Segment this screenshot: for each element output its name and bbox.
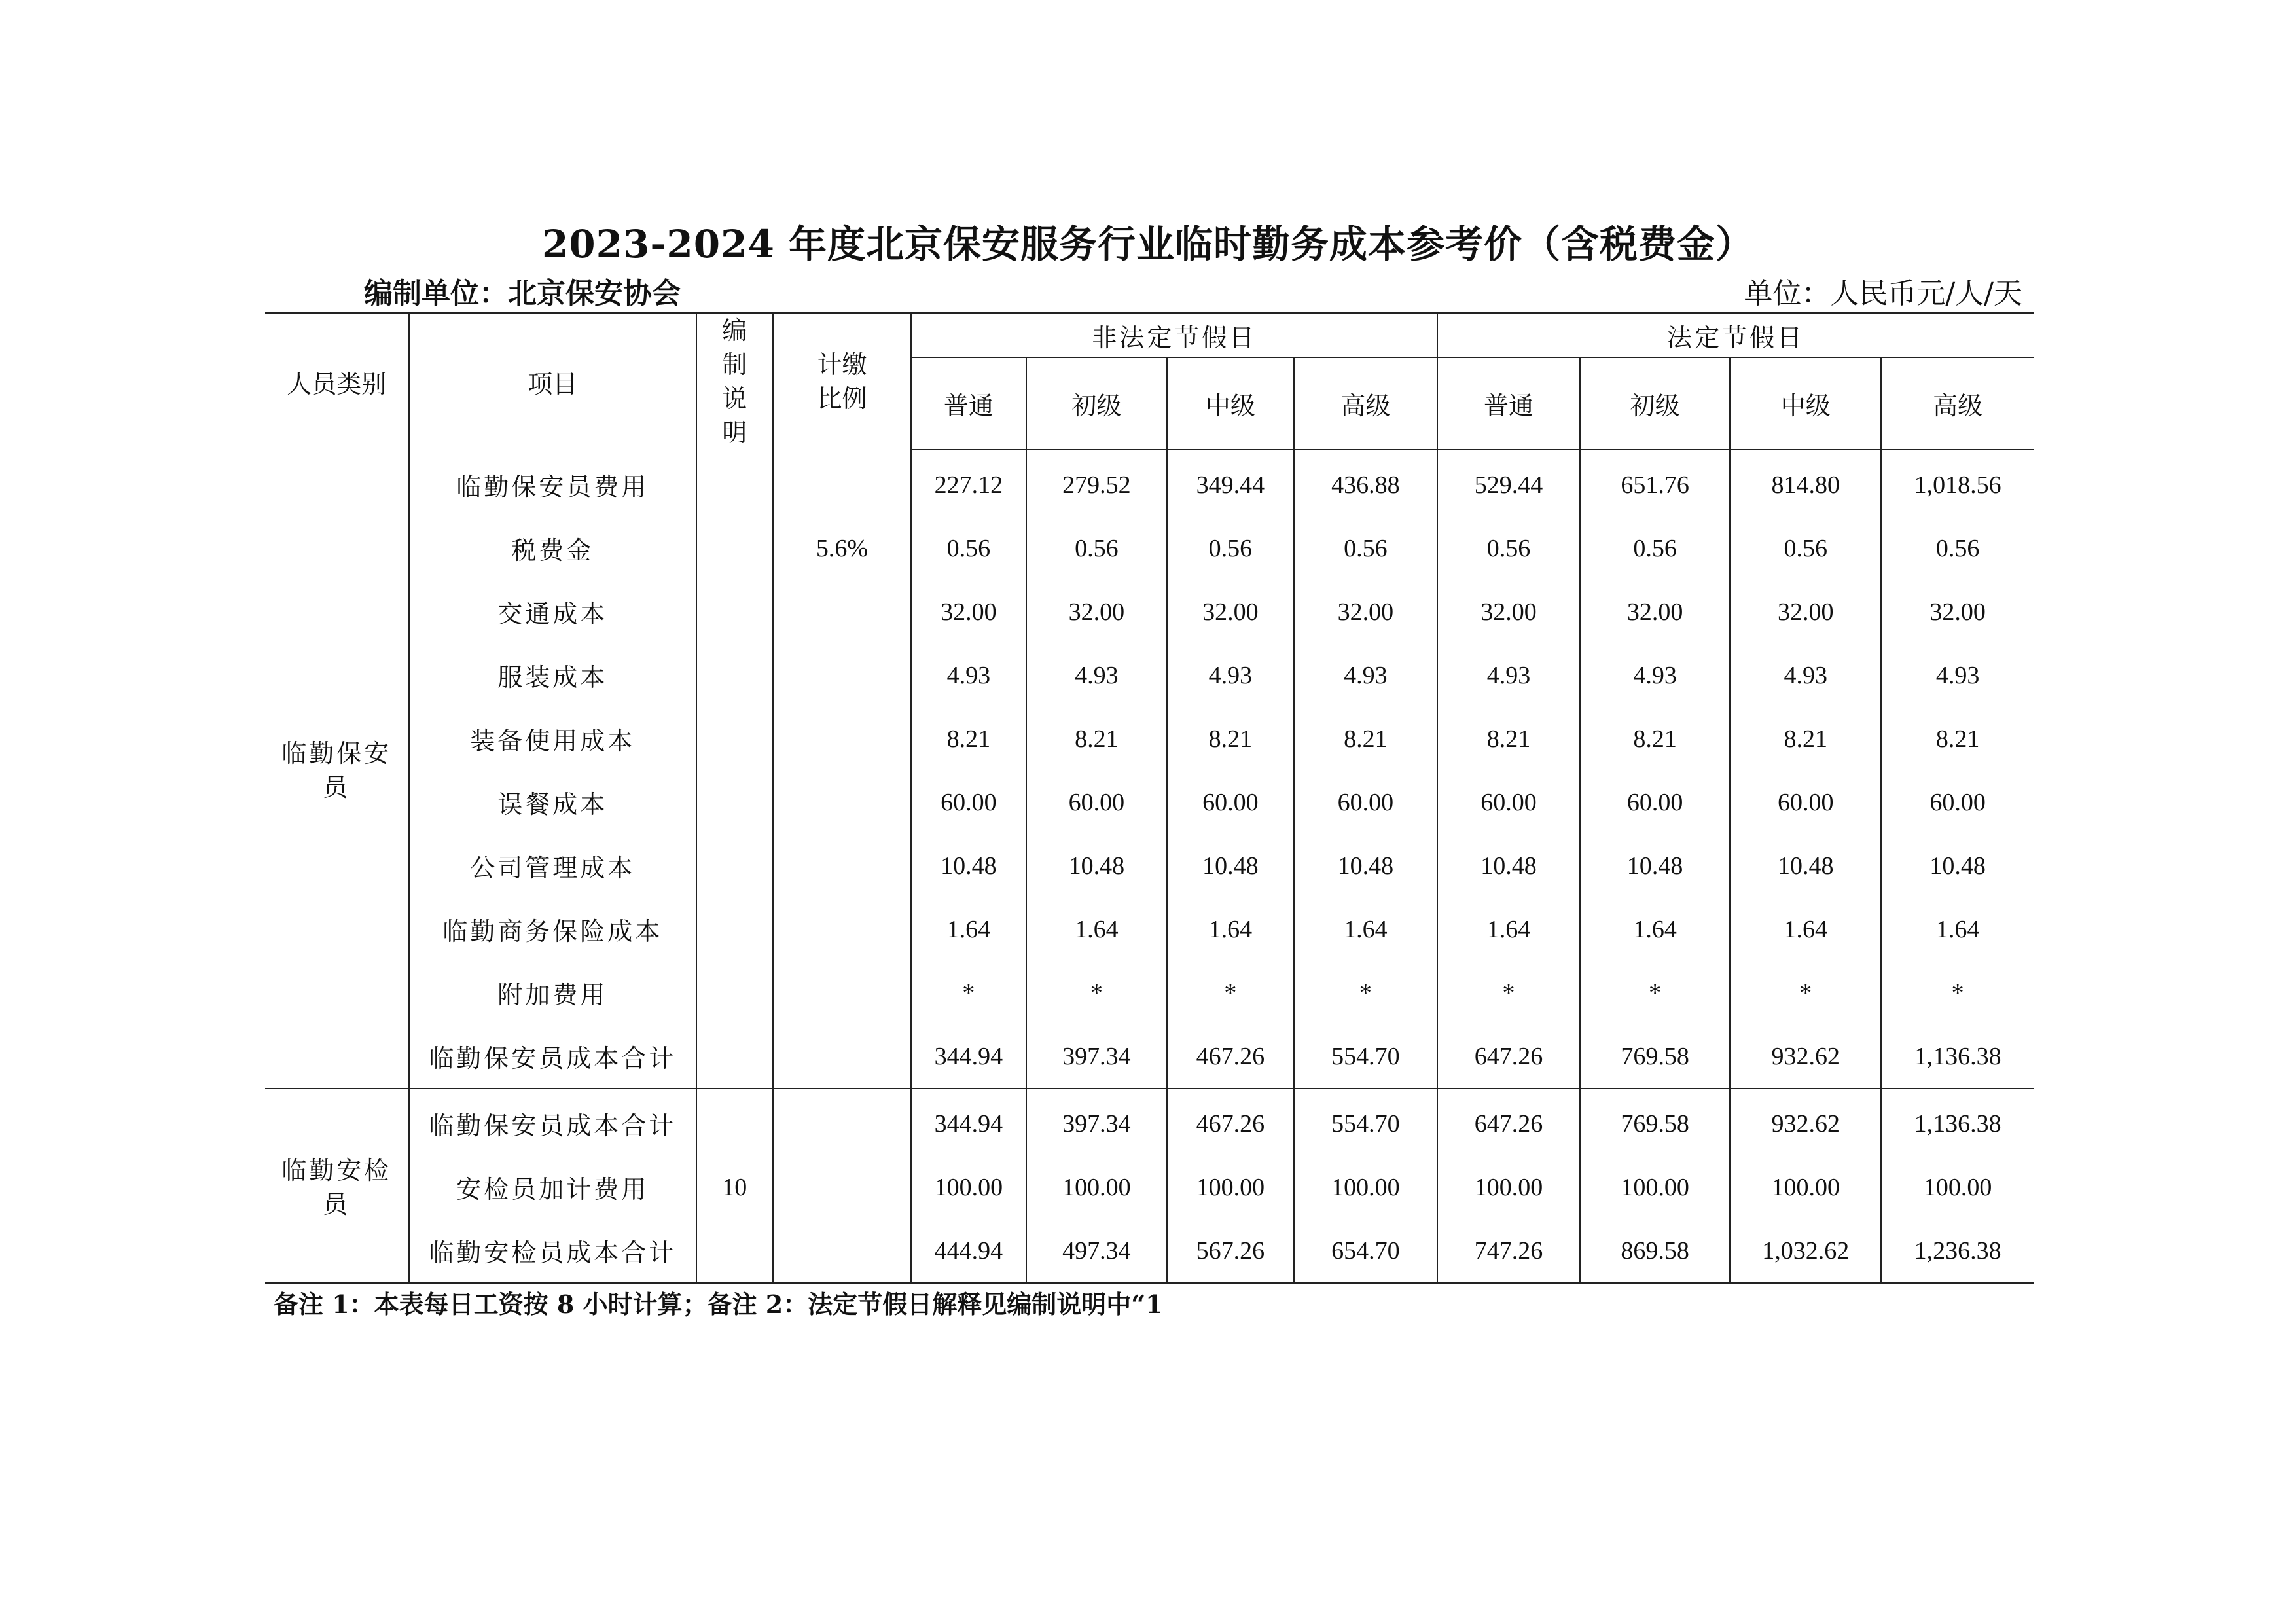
- value-cell: 32.00: [1881, 580, 2034, 643]
- value-cell: 8.21: [1026, 707, 1168, 770]
- item-cell: 附加费用: [409, 961, 696, 1024]
- ratio-cell: [773, 707, 912, 770]
- value-cell: 1,032.62: [1730, 1219, 1881, 1283]
- value-cell: 60.00: [1881, 770, 2034, 834]
- note-cell: [696, 770, 773, 834]
- value-cell: 100.00: [1730, 1155, 1881, 1219]
- value-cell: 0.56: [1294, 516, 1438, 580]
- table-row: [265, 1024, 2034, 1089]
- value-cell: 100.00: [1026, 1155, 1168, 1219]
- value-cell: *: [1881, 961, 2034, 1024]
- value-cell: 349.44: [1167, 450, 1293, 516]
- table-row: [265, 770, 2034, 834]
- ratio-cell: [773, 834, 912, 897]
- value-cell: 769.58: [1580, 1024, 1731, 1089]
- table-row: [265, 580, 2034, 643]
- value-cell: 8.21: [1294, 707, 1438, 770]
- table-row: [265, 1155, 2034, 1219]
- value-cell: 397.34: [1026, 1089, 1168, 1155]
- value-cell: 60.00: [1580, 770, 1731, 834]
- table-row: [265, 897, 2034, 961]
- ratio-cell: [773, 1155, 912, 1219]
- item-cell: 临勤保安员成本合计: [409, 1024, 696, 1089]
- value-cell: 10.48: [911, 834, 1026, 897]
- footnote: 备注 1：本表每日工资按 8 小时计算；备注 2：法定节假日解释见编制说明中“1: [274, 1290, 1163, 1319]
- note-cell: [696, 580, 773, 643]
- value-cell: 344.94: [911, 1024, 1026, 1089]
- value-cell: 8.21: [1580, 707, 1731, 770]
- value-cell: 4.93: [1881, 643, 2034, 707]
- value-cell: 529.44: [1437, 450, 1580, 516]
- value-cell: 60.00: [1437, 770, 1580, 834]
- note-cell: [696, 516, 773, 580]
- value-cell: 651.76: [1580, 450, 1731, 516]
- value-cell: 747.26: [1437, 1219, 1580, 1283]
- value-cell: 8.21: [911, 707, 1026, 770]
- value-cell: 60.00: [1730, 770, 1881, 834]
- value-cell: 1,018.56: [1881, 450, 2034, 516]
- value-cell: 1,136.38: [1881, 1089, 2034, 1155]
- value-cell: 32.00: [1437, 580, 1580, 643]
- value-cell: 467.26: [1167, 1024, 1293, 1089]
- value-cell: 344.94: [911, 1089, 1026, 1155]
- value-cell: 100.00: [1580, 1155, 1731, 1219]
- value-cell: 60.00: [911, 770, 1026, 834]
- value-cell: 8.21: [1167, 707, 1293, 770]
- note-cell: [696, 1089, 773, 1155]
- value-cell: 4.93: [1026, 643, 1168, 707]
- value-cell: 8.21: [1730, 707, 1881, 770]
- value-cell: 1.64: [1730, 897, 1881, 961]
- header-level: 中级: [1730, 357, 1881, 450]
- note-cell: [696, 961, 773, 1024]
- value-cell: 0.56: [1580, 516, 1731, 580]
- item-cell: 公司管理成本: [409, 834, 696, 897]
- note-cell: [696, 707, 773, 770]
- value-cell: 932.62: [1730, 1089, 1881, 1155]
- ratio-cell: [773, 897, 912, 961]
- ratio-cell: [773, 1219, 912, 1283]
- value-cell: 554.70: [1294, 1024, 1438, 1089]
- value-cell: 10.48: [1881, 834, 2034, 897]
- ratio-cell: [773, 770, 912, 834]
- item-cell: 装备使用成本: [409, 707, 696, 770]
- value-cell: 467.26: [1167, 1089, 1293, 1155]
- value-cell: 32.00: [1580, 580, 1731, 643]
- header-level: 初级: [1580, 357, 1731, 450]
- value-cell: 769.58: [1580, 1089, 1731, 1155]
- value-cell: 10.48: [1294, 834, 1438, 897]
- value-cell: 32.00: [1026, 580, 1168, 643]
- header-level: 初级: [1026, 357, 1168, 450]
- category-cell: 临勤安检员: [265, 1089, 409, 1283]
- value-cell: 1.64: [1294, 897, 1438, 961]
- header-ratio: 计缴比例: [773, 313, 912, 450]
- value-cell: 4.93: [1580, 643, 1731, 707]
- header-note: 编制说明: [696, 313, 773, 450]
- value-cell: 8.21: [1881, 707, 2034, 770]
- value-cell: 100.00: [911, 1155, 1026, 1219]
- value-cell: 654.70: [1294, 1219, 1438, 1283]
- value-cell: 32.00: [911, 580, 1026, 643]
- value-cell: 814.80: [1730, 450, 1881, 516]
- value-cell: 932.62: [1730, 1024, 1881, 1089]
- value-cell: 647.26: [1437, 1024, 1580, 1089]
- value-cell: 32.00: [1294, 580, 1438, 643]
- cost-table: [265, 312, 2034, 1284]
- value-cell: 1.64: [1437, 897, 1580, 961]
- value-cell: 1.64: [1881, 897, 2034, 961]
- item-cell: 服装成本: [409, 643, 696, 707]
- value-cell: 60.00: [1026, 770, 1168, 834]
- value-cell: 4.93: [1294, 643, 1438, 707]
- value-cell: 10.48: [1437, 834, 1580, 897]
- note-cell: [696, 1024, 773, 1089]
- value-cell: 10.48: [1580, 834, 1731, 897]
- value-cell: 4.93: [1730, 643, 1881, 707]
- table-header: [265, 313, 2034, 450]
- value-cell: 100.00: [1437, 1155, 1580, 1219]
- value-cell: 10.48: [1730, 834, 1881, 897]
- value-cell: 1,136.38: [1881, 1024, 2034, 1089]
- compiler-label: 编制单位：北京保安协会: [364, 277, 681, 310]
- value-cell: 32.00: [1730, 580, 1881, 643]
- table-row: [265, 1089, 2034, 1155]
- item-cell: 临勤安检员成本合计: [409, 1219, 696, 1283]
- value-cell: 0.56: [1026, 516, 1168, 580]
- value-cell: 554.70: [1294, 1089, 1438, 1155]
- value-cell: 497.34: [1026, 1219, 1168, 1283]
- value-cell: *: [1437, 961, 1580, 1024]
- value-cell: 397.34: [1026, 1024, 1168, 1089]
- value-cell: 10.48: [1167, 834, 1293, 897]
- header-level: 高级: [1294, 357, 1438, 450]
- item-cell: 税费金: [409, 516, 696, 580]
- table-row: [265, 961, 2034, 1024]
- value-cell: *: [1167, 961, 1293, 1024]
- value-cell: *: [1580, 961, 1731, 1024]
- table-row: [265, 1219, 2034, 1283]
- value-cell: 647.26: [1437, 1089, 1580, 1155]
- value-cell: 0.56: [1167, 516, 1293, 580]
- item-cell: 临勤商务保险成本: [409, 897, 696, 961]
- document-title: 2023-2024 年度北京保安服务行业临时勤务成本参考价（含税费金）: [541, 222, 1755, 266]
- value-cell: 0.56: [1730, 516, 1881, 580]
- header-group-non-holiday: 非法定节假日: [911, 313, 1437, 357]
- value-cell: 436.88: [1294, 450, 1438, 516]
- table-row: [265, 834, 2034, 897]
- value-cell: 869.58: [1580, 1219, 1731, 1283]
- value-cell: 32.00: [1167, 580, 1293, 643]
- item-cell: 误餐成本: [409, 770, 696, 834]
- header-level: 普通: [911, 357, 1026, 450]
- value-cell: 1.64: [1580, 897, 1731, 961]
- note-cell: [696, 834, 773, 897]
- table-body: [265, 450, 2034, 1283]
- note-cell: [696, 1219, 773, 1283]
- value-cell: *: [1026, 961, 1168, 1024]
- value-cell: 100.00: [1294, 1155, 1438, 1219]
- value-cell: 0.56: [1881, 516, 2034, 580]
- note-cell: 10: [696, 1155, 773, 1219]
- item-cell: 临勤保安员费用: [409, 450, 696, 516]
- value-cell: 1.64: [911, 897, 1026, 961]
- currency-unit-label: 单位：人民币元/人/天: [1744, 277, 2022, 310]
- value-cell: 444.94: [911, 1219, 1026, 1283]
- value-cell: 100.00: [1881, 1155, 2034, 1219]
- value-cell: 1.64: [1026, 897, 1168, 961]
- table-row: [265, 450, 2034, 516]
- table-row: [265, 516, 2034, 580]
- value-cell: 0.56: [1437, 516, 1580, 580]
- header-category: 人员类别: [265, 313, 409, 450]
- header-group-holiday: 法定节假日: [1437, 313, 2034, 357]
- note-cell: [696, 450, 773, 516]
- header-item: 项目: [409, 313, 696, 450]
- value-cell: 4.93: [1437, 643, 1580, 707]
- note-cell: [696, 897, 773, 961]
- value-cell: *: [1294, 961, 1438, 1024]
- value-cell: 8.21: [1437, 707, 1580, 770]
- table-row: [265, 707, 2034, 770]
- header-level: 高级: [1881, 357, 2034, 450]
- ratio-cell: [773, 1024, 912, 1089]
- value-cell: 10.48: [1026, 834, 1168, 897]
- header-level: 中级: [1167, 357, 1293, 450]
- value-cell: 1,236.38: [1881, 1219, 2034, 1283]
- value-cell: 4.93: [1167, 643, 1293, 707]
- item-cell: 临勤保安员成本合计: [409, 1089, 696, 1155]
- ratio-cell: [773, 643, 912, 707]
- item-cell: 安检员加计费用: [409, 1155, 696, 1219]
- value-cell: *: [1730, 961, 1881, 1024]
- ratio-cell: [773, 580, 912, 643]
- value-cell: 60.00: [1167, 770, 1293, 834]
- category-cell: 临勤保安员: [265, 450, 409, 1089]
- item-cell: 交通成本: [409, 580, 696, 643]
- header-level: 普通: [1437, 357, 1580, 450]
- value-cell: 227.12: [911, 450, 1026, 516]
- value-cell: 567.26: [1167, 1219, 1293, 1283]
- note-cell: [696, 643, 773, 707]
- value-cell: *: [911, 961, 1026, 1024]
- value-cell: 279.52: [1026, 450, 1168, 516]
- value-cell: 0.56: [911, 516, 1026, 580]
- value-cell: 100.00: [1167, 1155, 1293, 1219]
- value-cell: 1.64: [1167, 897, 1293, 961]
- ratio-cell: [773, 1089, 912, 1155]
- ratio-cell: [773, 450, 912, 516]
- value-cell: 4.93: [911, 643, 1026, 707]
- ratio-cell: [773, 961, 912, 1024]
- value-cell: 60.00: [1294, 770, 1438, 834]
- table-row: [265, 643, 2034, 707]
- ratio-cell: 5.6%: [773, 516, 912, 580]
